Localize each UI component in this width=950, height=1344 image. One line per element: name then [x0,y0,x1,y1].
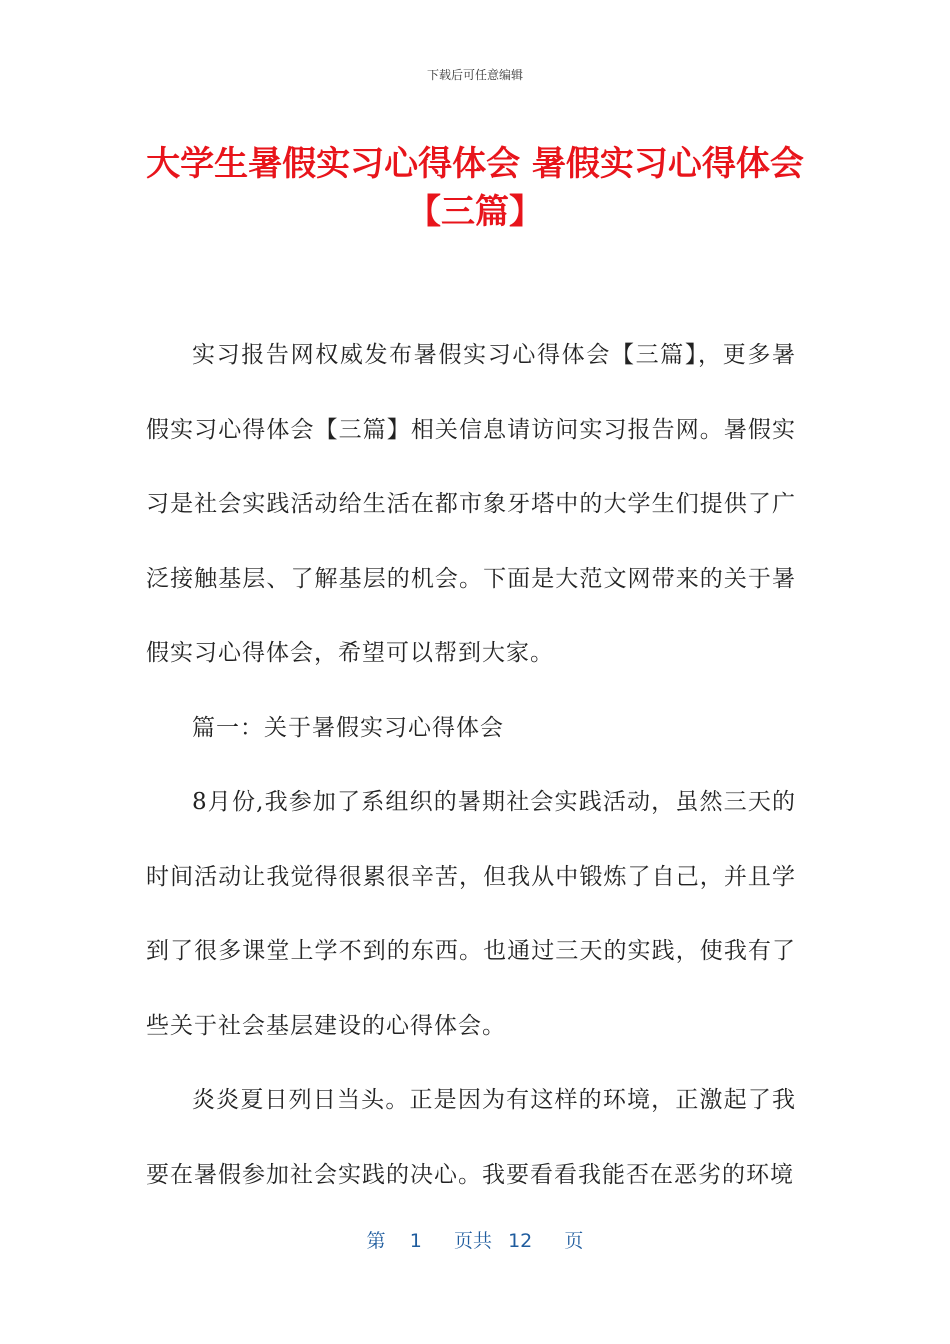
document-title-line-2: 【三篇】 [407,192,543,232]
header-note: 下载后可任意编辑 [426,68,523,82]
paragraph: 8月份,我参加了系组织的暑期社会实践活动，虽然三天的时间活动让我觉得很累很辛苦，但我从中锻炼了自己，并且学到了很多课堂上学不到的东西。也通过三天的实践，使我有了些关于社会基层建设的心得体会。 [146,789,796,1039]
document-title [120,140,830,236]
footer-middle: 页共 [453,1230,492,1252]
section-heading: 篇一：关于暑假实习心得体会 [192,714,504,741]
page-footer [0,1226,950,1253]
current-page-number: 1 [409,1230,422,1252]
document-title-line-1: 大学生暑假实习心得体会 暑假实习心得体会 [146,144,804,184]
document-body [146,318,796,1212]
paragraph: 炎炎夏日列日当头。正是因为有这样的环境，正激起了我要在暑假参加社会实践的决心。我要看看我能否在恶劣的环境 [146,1087,796,1188]
footer-prefix: 第 [366,1230,386,1252]
footer-suffix: 页 [564,1230,584,1252]
paragraph-intro: 实习报告网权威发布暑假实习心得体会【三篇】，更多暑假实习心得体会【三篇】相关信息请访问实习报告网。暑假实习是社会实践活动给生活在都市象牙塔中的大学生们提供了广泛接触基层、了解基层的机会。下面是大范文网带来的关于暑假实习心得体会，希望可以帮到大家。 [146,342,796,666]
total-pages-number: 12 [508,1230,533,1252]
